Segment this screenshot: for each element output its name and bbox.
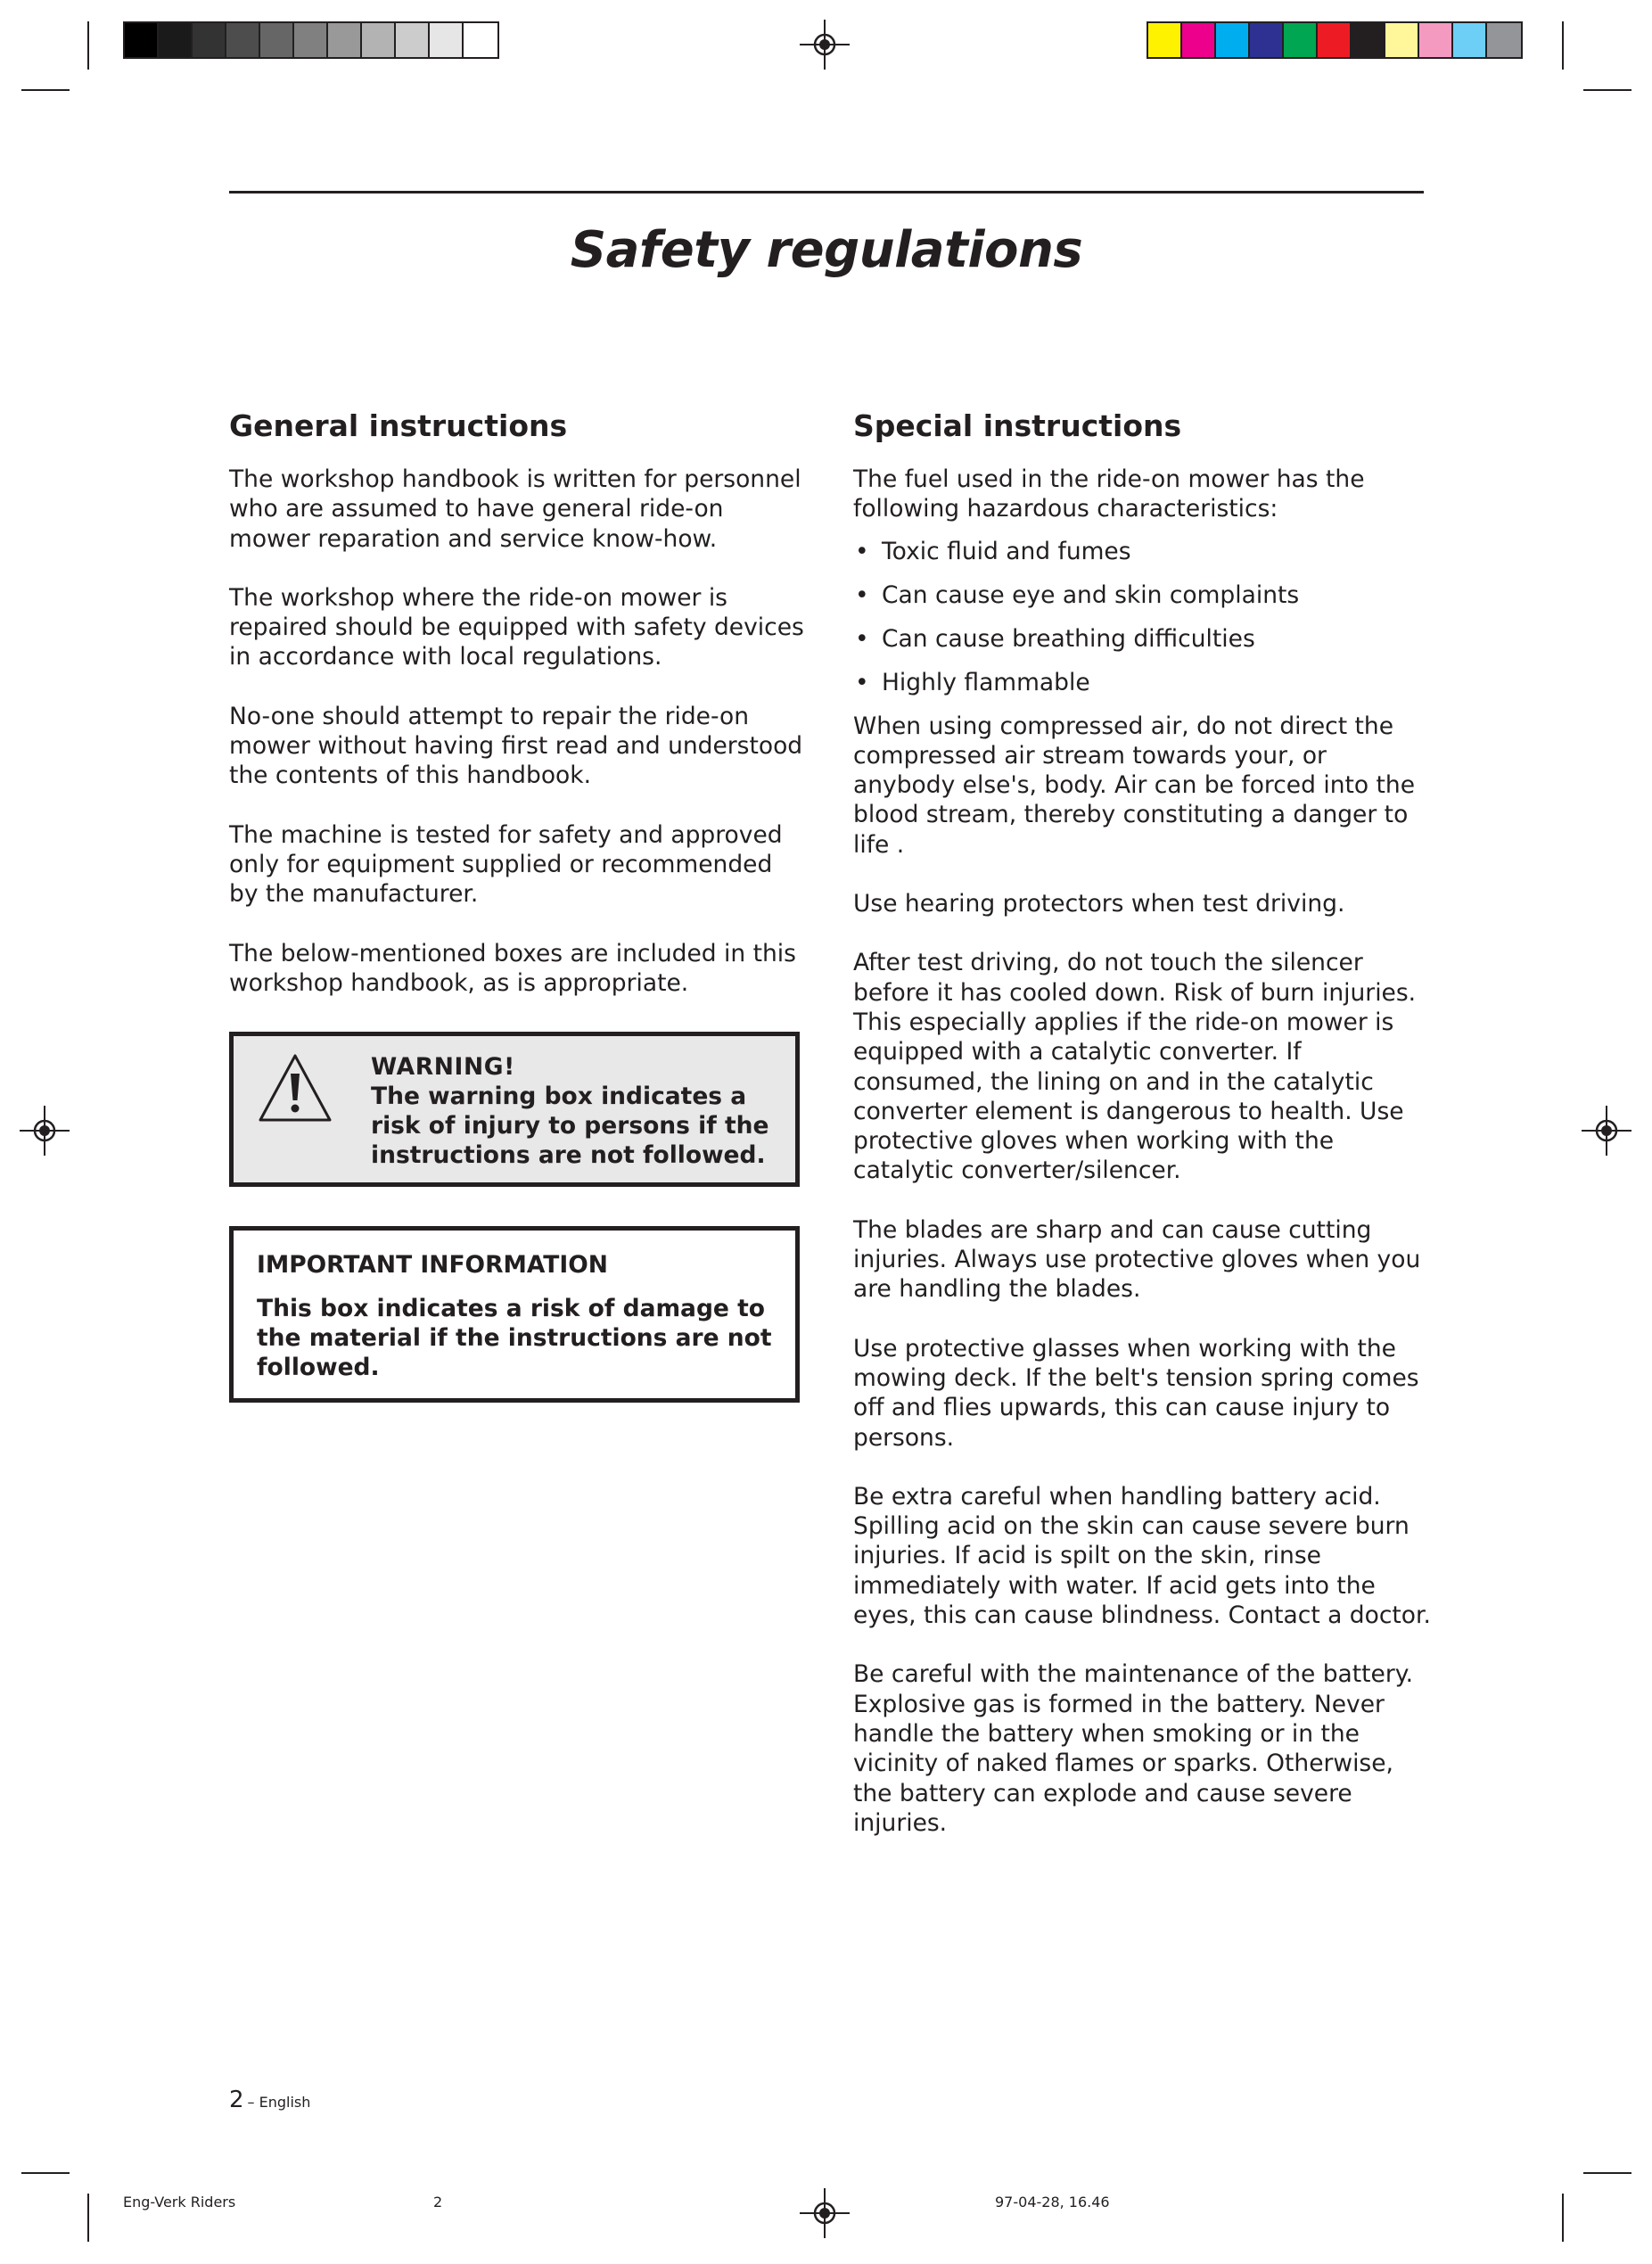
warning-triangle-icon xyxy=(257,1052,333,1124)
section-heading: Special instructions xyxy=(853,408,1182,443)
color-swatch xyxy=(125,23,159,57)
registration-mark-icon xyxy=(1582,1106,1631,1156)
paragraph: After test driving, do not touch the silencer before it has cooled down. Risk of burn injuries. This especially applies if the ride-on mower is equipped with a catalytic converter. If consumed, the lining on and in the catalytic converter element is dangerous to health. Use protective gloves when working with the catalytic converter/silencer. xyxy=(853,949,1417,1185)
paragraph: The below-mentioned boxes are included in this workshop handbook, as is appropriate. xyxy=(229,939,796,997)
paragraph: Use hearing protectors when test driving. xyxy=(853,890,1345,918)
crop-mark xyxy=(87,2194,89,2242)
important-title: IMPORTANT INFORMATION xyxy=(257,1251,608,1280)
paragraph: The workshop handbook is written for personnel who are assumed to have general ride-on mower reparation and service know-how. xyxy=(229,465,801,553)
paragraph: The workshop where the ride-on mower is repaired should be equipped with safety devices in accordance with local regulations. xyxy=(229,583,804,671)
crop-mark xyxy=(1583,89,1631,91)
list-item xyxy=(853,537,1433,566)
important-information-box xyxy=(229,1226,800,1403)
list-item xyxy=(853,624,1433,654)
color-swatch xyxy=(193,23,226,57)
paragraph: Be extra careful when handling battery acid. Spilling acid on the skin can cause severe burn injuries. If acid is spilt on the skin, rinse immediately with water. If acid gets into the eyes, this can cause blindness. Contact a doctor. xyxy=(853,1482,1431,1630)
crop-mark xyxy=(1562,2194,1564,2242)
color-swatch xyxy=(430,23,464,57)
page-title: Safety regulations xyxy=(570,221,1083,279)
warning-title: WARNING! xyxy=(371,1053,515,1082)
list-item-text: Highly flammable xyxy=(882,668,1090,696)
crop-mark xyxy=(21,89,70,91)
color-swatch xyxy=(328,23,362,57)
hazard-list xyxy=(853,537,1433,697)
special-instructions-section xyxy=(853,406,1433,1867)
color-swatch xyxy=(159,23,193,57)
paragraph: The machine is tested for safety and approved only for equipment supplied or recommended by the manufacturer. xyxy=(229,820,783,909)
color-swatch xyxy=(260,23,294,57)
crop-mark xyxy=(1562,21,1564,70)
color-swatch xyxy=(1385,23,1419,57)
footer-language: – English xyxy=(247,2094,311,2111)
paragraph: Be careful with the maintenance of the battery. Explosive gas is formed in the battery. Never handle the battery when smoking or in the vicinity of naked flames or sparks. Otherwise, the battery can explode and cause severe injuries. xyxy=(853,1660,1414,1837)
slug-page: 2 xyxy=(433,2194,443,2210)
color-swatch xyxy=(1216,23,1250,57)
color-swatch xyxy=(1487,23,1521,57)
color-swatch xyxy=(1148,23,1182,57)
bullet-icon: • xyxy=(855,624,869,653)
important-message: This box indicates a risk of damage to the material if the instructions are not followed. xyxy=(257,1295,772,1382)
crop-mark xyxy=(1583,2172,1631,2174)
color-swatch xyxy=(294,23,328,57)
registration-mark-icon xyxy=(800,20,850,70)
crop-mark xyxy=(21,2172,70,2174)
paragraph: When using compressed air, do not direct the compressed air stream towards your, or anybody else's, body. Air can be forced into the blood stream, thereby constituting a danger to life . xyxy=(853,712,1416,859)
color-swatch xyxy=(1419,23,1453,57)
registration-mark-icon xyxy=(800,2188,850,2238)
color-swatch xyxy=(1318,23,1352,57)
color-swatch xyxy=(1453,23,1487,57)
color-swatch xyxy=(226,23,260,57)
header-rule xyxy=(229,191,1424,193)
list-item xyxy=(853,668,1433,697)
list-item-text: Can cause eye and skin complaints xyxy=(882,580,1300,609)
paragraph: The fuel used in the ride-on mower has the following hazardous characteristics: xyxy=(853,465,1365,523)
bullet-icon: • xyxy=(855,580,869,609)
paragraph: The blades are sharp and can cause cutting injuries. Always use protective gloves when you are handling the blades. xyxy=(853,1215,1421,1304)
page-footer xyxy=(229,2087,310,2113)
list-item xyxy=(853,580,1433,610)
general-instructions-section xyxy=(229,406,809,1403)
color-swatch xyxy=(464,23,497,57)
slug-date: 97-04-28, 16.46 xyxy=(995,2194,1110,2210)
crop-mark xyxy=(87,21,89,70)
warning-message: The warning box indicates a risk of injury to persons if the instructions are not followed. xyxy=(371,1083,769,1170)
color-swatch xyxy=(396,23,430,57)
color-swatch xyxy=(1284,23,1318,57)
slug-left: Eng-Verk Riders xyxy=(123,2194,236,2210)
warning-box xyxy=(229,1032,800,1187)
color-swatch xyxy=(362,23,396,57)
color-swatch xyxy=(1182,23,1216,57)
list-item-text: Can cause breathing difficulties xyxy=(882,624,1255,653)
color-swatch xyxy=(1352,23,1385,57)
bullet-icon: • xyxy=(855,668,869,696)
paragraph: No-one should attempt to repair the ride-on mower without having first read and understood the contents of this handbook. xyxy=(229,702,803,790)
bullet-icon: • xyxy=(855,537,869,565)
section-heading: General instructions xyxy=(229,408,568,443)
paragraph: Use protective glasses when working with the mowing deck. If the belt's tension spring comes off and flies upwards, this can cause injury to persons. xyxy=(853,1334,1419,1452)
registration-mark-icon xyxy=(20,1106,70,1156)
warning-text xyxy=(371,1052,772,1170)
gray-calibration-bar xyxy=(123,21,499,59)
page-number: 2 xyxy=(229,2087,244,2113)
list-item-text: Toxic fluid and fumes xyxy=(882,537,1131,565)
color-calibration-bar xyxy=(1147,21,1523,59)
color-swatch xyxy=(1250,23,1284,57)
